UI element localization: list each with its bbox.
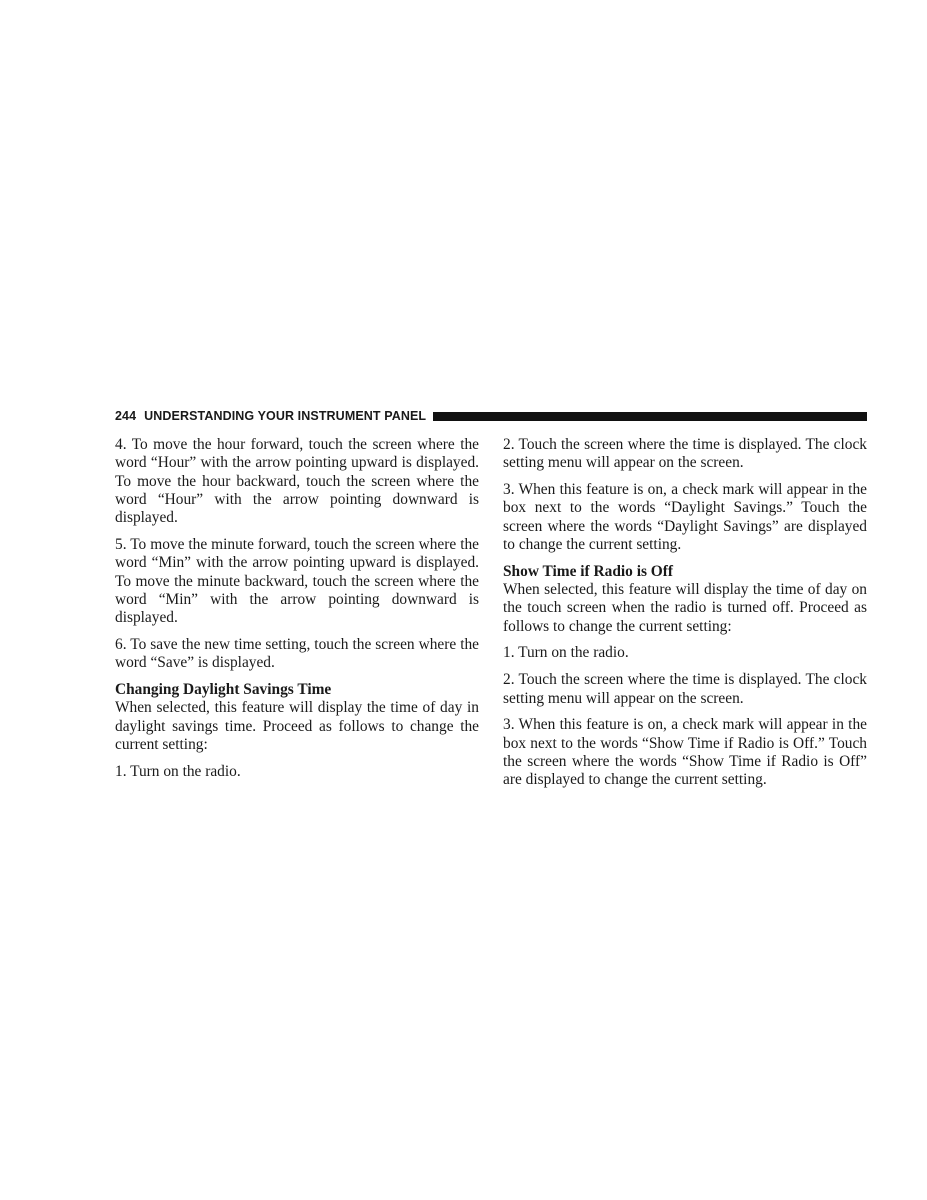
show-time-step-2-paragraph: 2. Touch the screen where the time is displayed. The clock setting menu will appear on the screen. xyxy=(503,671,867,707)
step-4-paragraph: 4. To move the hour forward, touch the screen where the word “Hour” with the arrow pointing upward is displayed. To move the hour backward, touch the screen where the word “Hour” with the arrow pointing downward is displayed. xyxy=(115,436,479,527)
left-column xyxy=(115,436,479,790)
show-time-heading: Show Time if Radio is Off xyxy=(503,562,674,580)
show-time-step-3-paragraph: 3. When this feature is on, a check mark will appear in the box next to the words “Show Time if Radio is Off.” Touch the screen where the words “Show Time if Radio is Off” are displayed to change the current setting. xyxy=(503,716,867,789)
step-6-paragraph: 6. To save the new time setting, touch the screen where the word “Save” is displayed. xyxy=(115,635,479,672)
header-rule xyxy=(433,412,867,421)
right-column xyxy=(503,436,867,798)
show-time-step-1-paragraph: 1. Turn on the radio. xyxy=(503,644,629,662)
daylight-savings-intro: When selected, this feature will display the time of day in daylight savings time. Proceed as follows to change the current setting: xyxy=(115,699,479,753)
step-5-paragraph: 5. To move the minute forward, touch the screen where the word “Min” with the arrow pointing upward is displayed. To move the minute backward, touch the screen where the word “Min” with the arrow pointing downward is displayed. xyxy=(115,535,479,627)
page-header xyxy=(115,406,867,426)
page-number: 244 xyxy=(115,409,137,423)
section-title: UNDERSTANDING YOUR INSTRUMENT PANEL xyxy=(144,409,427,423)
daylight-step-3-paragraph: 3. When this feature is on, a check mark will appear in the box next to the words “Daylight Savings.” Touch the screen where the words “Daylight Savings” are displayed to change the current setting. xyxy=(503,481,867,553)
daylight-savings-heading: Changing Daylight Savings Time xyxy=(115,681,332,699)
daylight-step-1-paragraph: 1. Turn on the radio. xyxy=(115,762,241,780)
show-time-intro: When selected, this feature will display the time of day on the touch screen when the radio is turned off. Proceed as follows to change the current setting: xyxy=(503,581,867,635)
daylight-step-2-paragraph: 2. Touch the screen where the time is displayed. The clock setting menu will appear on the screen. xyxy=(503,436,867,472)
